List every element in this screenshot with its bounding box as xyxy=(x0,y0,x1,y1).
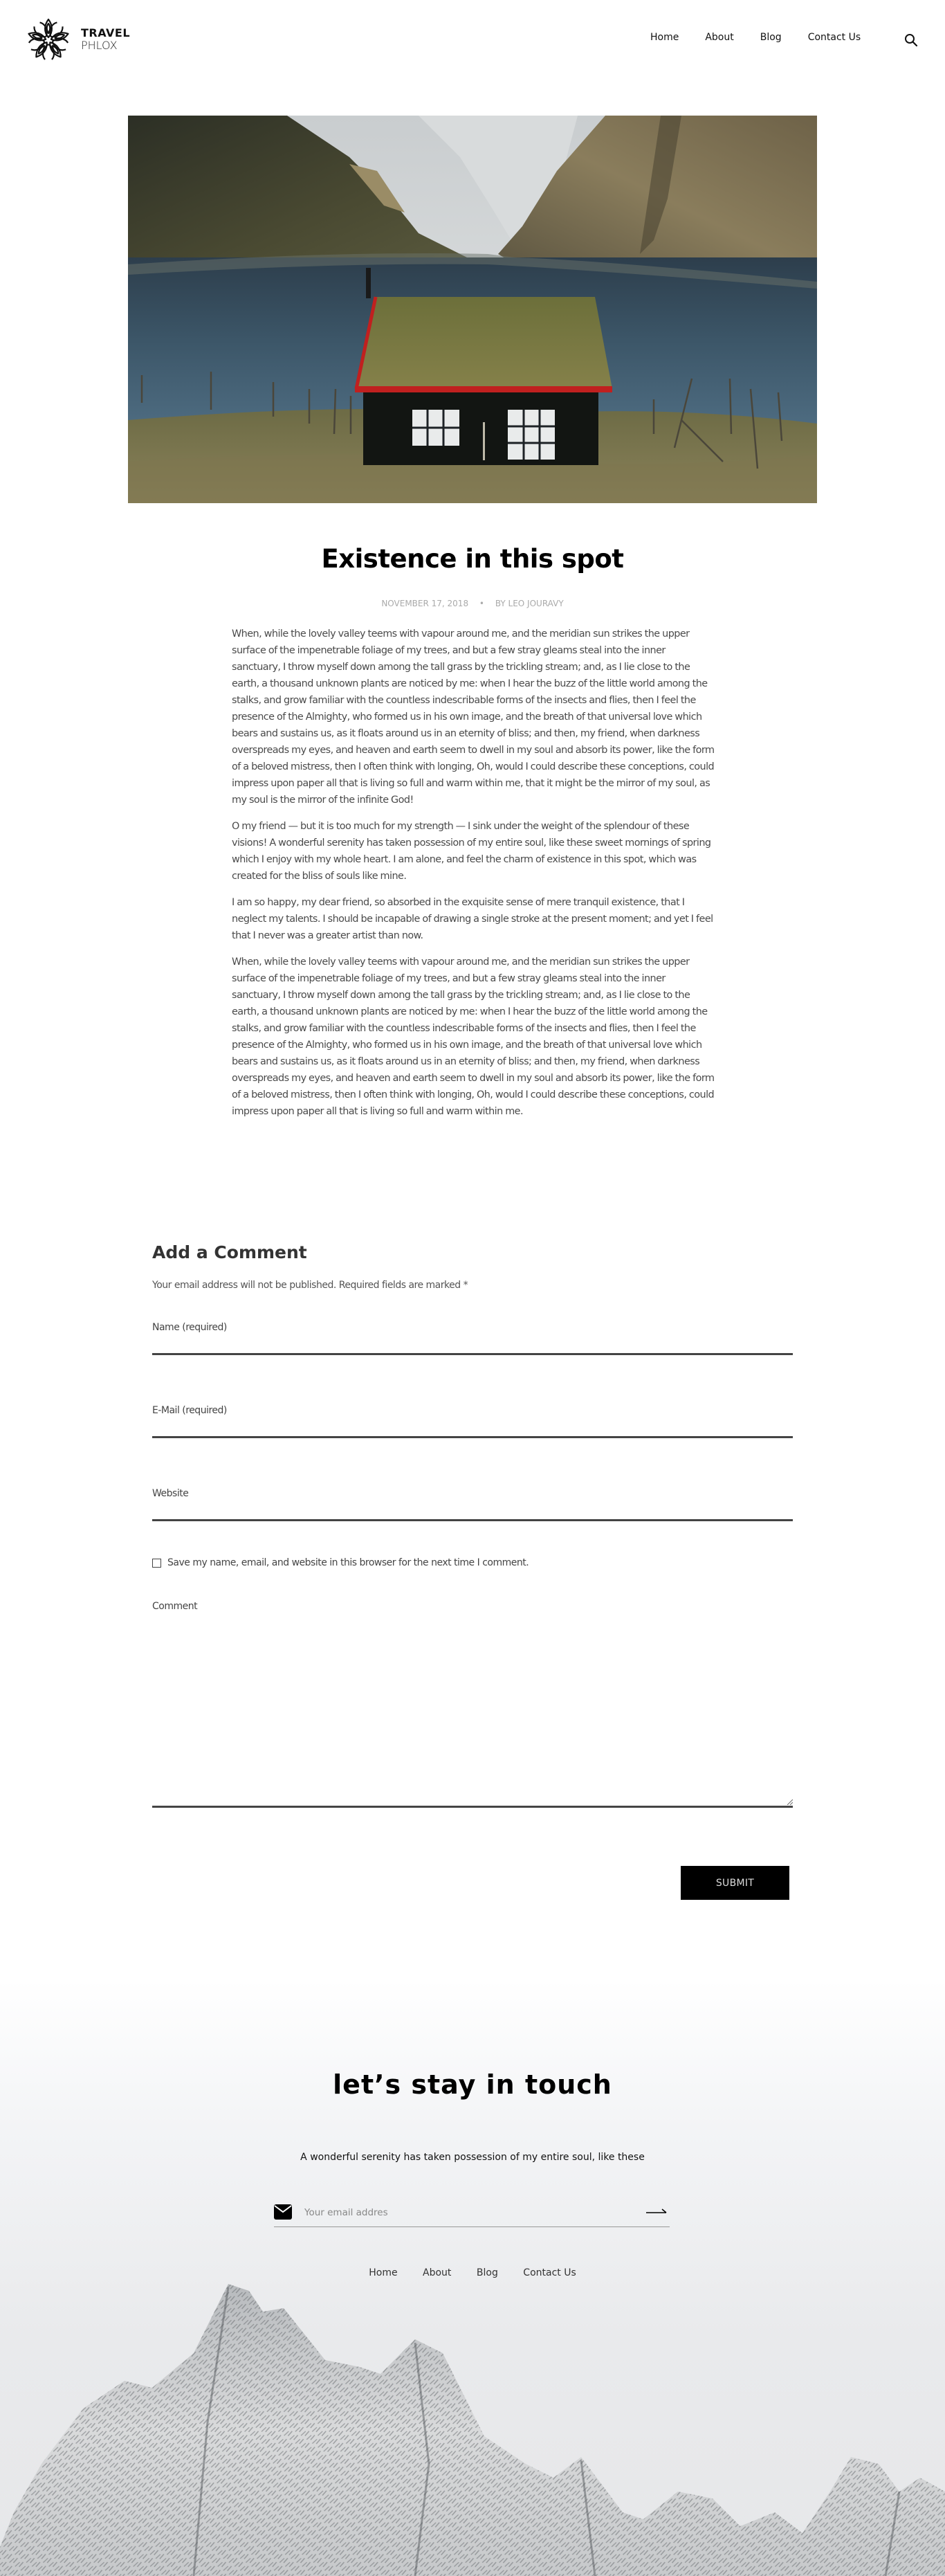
comment-form-note: Your email address will not be published. Required fields are marked * xyxy=(152,1280,468,1291)
paragraph: O my friend — but it is too much for my strength — I sink under the weight of the splendour of these visions! A wonderful serenity has taken possession of my entire soul, like these sweet mornings of spring which I enjoy with my whole heart. I am alone, and feel the charm of existence in this spot, which was created for the bliss of souls like mine. xyxy=(232,821,711,882)
post-meta xyxy=(0,599,945,608)
logo-line-2: PHLOX xyxy=(81,39,118,52)
snowy-mountains-image xyxy=(0,2284,945,2576)
website-field xyxy=(152,1488,793,1521)
nav-contact-us[interactable]: Contact Us xyxy=(807,32,861,43)
name-field xyxy=(152,1322,793,1355)
footer-title: let’s stay in touch xyxy=(333,2069,612,2100)
post-date[interactable]: NOVEMBER 17, 2018 xyxy=(381,599,469,608)
paragraph: I am so happy, my dear friend, so absorbed in the exquisite sense of mere tranquil existence, that I neglect my talents. I should be incapable of drawing a single stroke at the present moment; and yet I feel that I never was a greater artist than now. xyxy=(232,897,713,941)
post-author[interactable]: BY LEO JOURAVY xyxy=(495,599,564,608)
email-input[interactable] xyxy=(152,1415,793,1436)
save-info-row xyxy=(152,1557,529,1568)
comment-label: Comment xyxy=(152,1601,198,1612)
main-nav xyxy=(650,32,886,43)
nav-about[interactable]: About xyxy=(705,32,734,43)
logo-link[interactable] xyxy=(24,17,130,62)
footer-nav-about[interactable]: About xyxy=(423,2267,452,2278)
paragraph: When, while the lovely valley teems with vapour around me, and the meridian sun strikes the upper surface of the impenetrable foliage of my trees, and but a few stray gleams steal into the inner sanctuary, I throw myself down among the tall grass by the trickling stream; and, as I lie close to the earth, a thousand unknown plants are noticed by me: when I hear the buzz of the little world among the stalks, and grow familiar with the countless indescribable forms of the insects and flies, then I feel the presence of the Almighty, who formed us in his own image, and the breath of that universal love which bears and sustains us, as it floats around us in an eternity of bliss; and then, my friend, when darkness overspreads my eyes, and heaven and earth seem to dwell in my soul and absorb its power, like the form of a beloved mistress, then I often think with longing, Oh, would I could describe these conceptions, could impress upon paper all that is living so full and warm within me, that it might be the mirror of my soul, as my soul is the mirror of the infinite God! xyxy=(232,628,715,806)
footer-nav-blog[interactable]: Blog xyxy=(476,2267,498,2278)
website-label: Website xyxy=(152,1488,189,1499)
lotus-logo-icon xyxy=(24,17,73,62)
name-input[interactable] xyxy=(152,1332,793,1353)
site-footer xyxy=(0,1979,945,2576)
search-icon[interactable] xyxy=(904,33,918,47)
name-label: Name (required) xyxy=(152,1322,227,1333)
website-input[interactable] xyxy=(152,1498,793,1519)
post-title: Existence in this spot xyxy=(321,544,624,574)
newsletter-email-input[interactable] xyxy=(304,2204,623,2222)
footer-nav-home[interactable]: Home xyxy=(369,2267,398,2278)
footer-nav-contact-us[interactable]: Contact Us xyxy=(523,2267,576,2278)
save-info-checkbox[interactable] xyxy=(152,1559,161,1568)
email-field xyxy=(152,1405,793,1438)
cabin-fjord-illustration xyxy=(128,116,817,503)
email-label: E-Mail (required) xyxy=(152,1405,227,1416)
post-content xyxy=(232,626,716,1130)
site-header xyxy=(0,0,945,80)
arrow-right-icon[interactable] xyxy=(646,2206,667,2216)
resize-handle-icon[interactable] xyxy=(786,1798,793,1805)
hero-image xyxy=(128,116,817,503)
paragraph: When, while the lovely valley teems with vapour around me, and the meridian sun strikes the upper surface of the impenetrable foliage of my trees, and but a few stray gleams steal into the inner sanctuary, I throw myself down among the tall grass by the trickling stream; and, as I lie close to the earth, a thousand unknown plants are noticed by me: when I hear the buzz of the little world among the stalks, and grow familiar with the countless indescribable forms of the insects and flies, then I feel the presence of the Almighty, who formed us in his own image, and the breath of that universal love which bears and sustains us, as it floats around us in an eternity of bliss; and then, my friend, when darkness overspreads my eyes, and heaven and earth seem to dwell in my soul and absorb its power, like the form of a beloved mistress, then I often think with longing, Oh, would I could describe these conceptions, could impress upon paper all that is living so full and warm within me. xyxy=(232,956,715,1117)
envelope-icon xyxy=(274,2204,292,2220)
nav-home[interactable]: Home xyxy=(650,32,679,43)
footer-subtitle: A wonderful serenity has taken possession of my entire soul, like these xyxy=(300,2152,645,2163)
newsletter-form xyxy=(274,2201,670,2227)
footer-nav xyxy=(0,2267,945,2279)
comment-textarea[interactable] xyxy=(152,1620,793,1808)
logo-line-1: TRAVEL xyxy=(81,26,131,39)
comment-form-title: Add a Comment xyxy=(152,1242,307,1262)
nav-blog[interactable]: Blog xyxy=(760,32,782,43)
submit-button[interactable]: SUBMIT xyxy=(681,1866,789,1900)
logo-text xyxy=(81,27,130,53)
meta-separator: • xyxy=(479,599,484,608)
save-info-label[interactable]: Save my name, email, and website in this browser for the next time I comment. xyxy=(167,1557,529,1568)
